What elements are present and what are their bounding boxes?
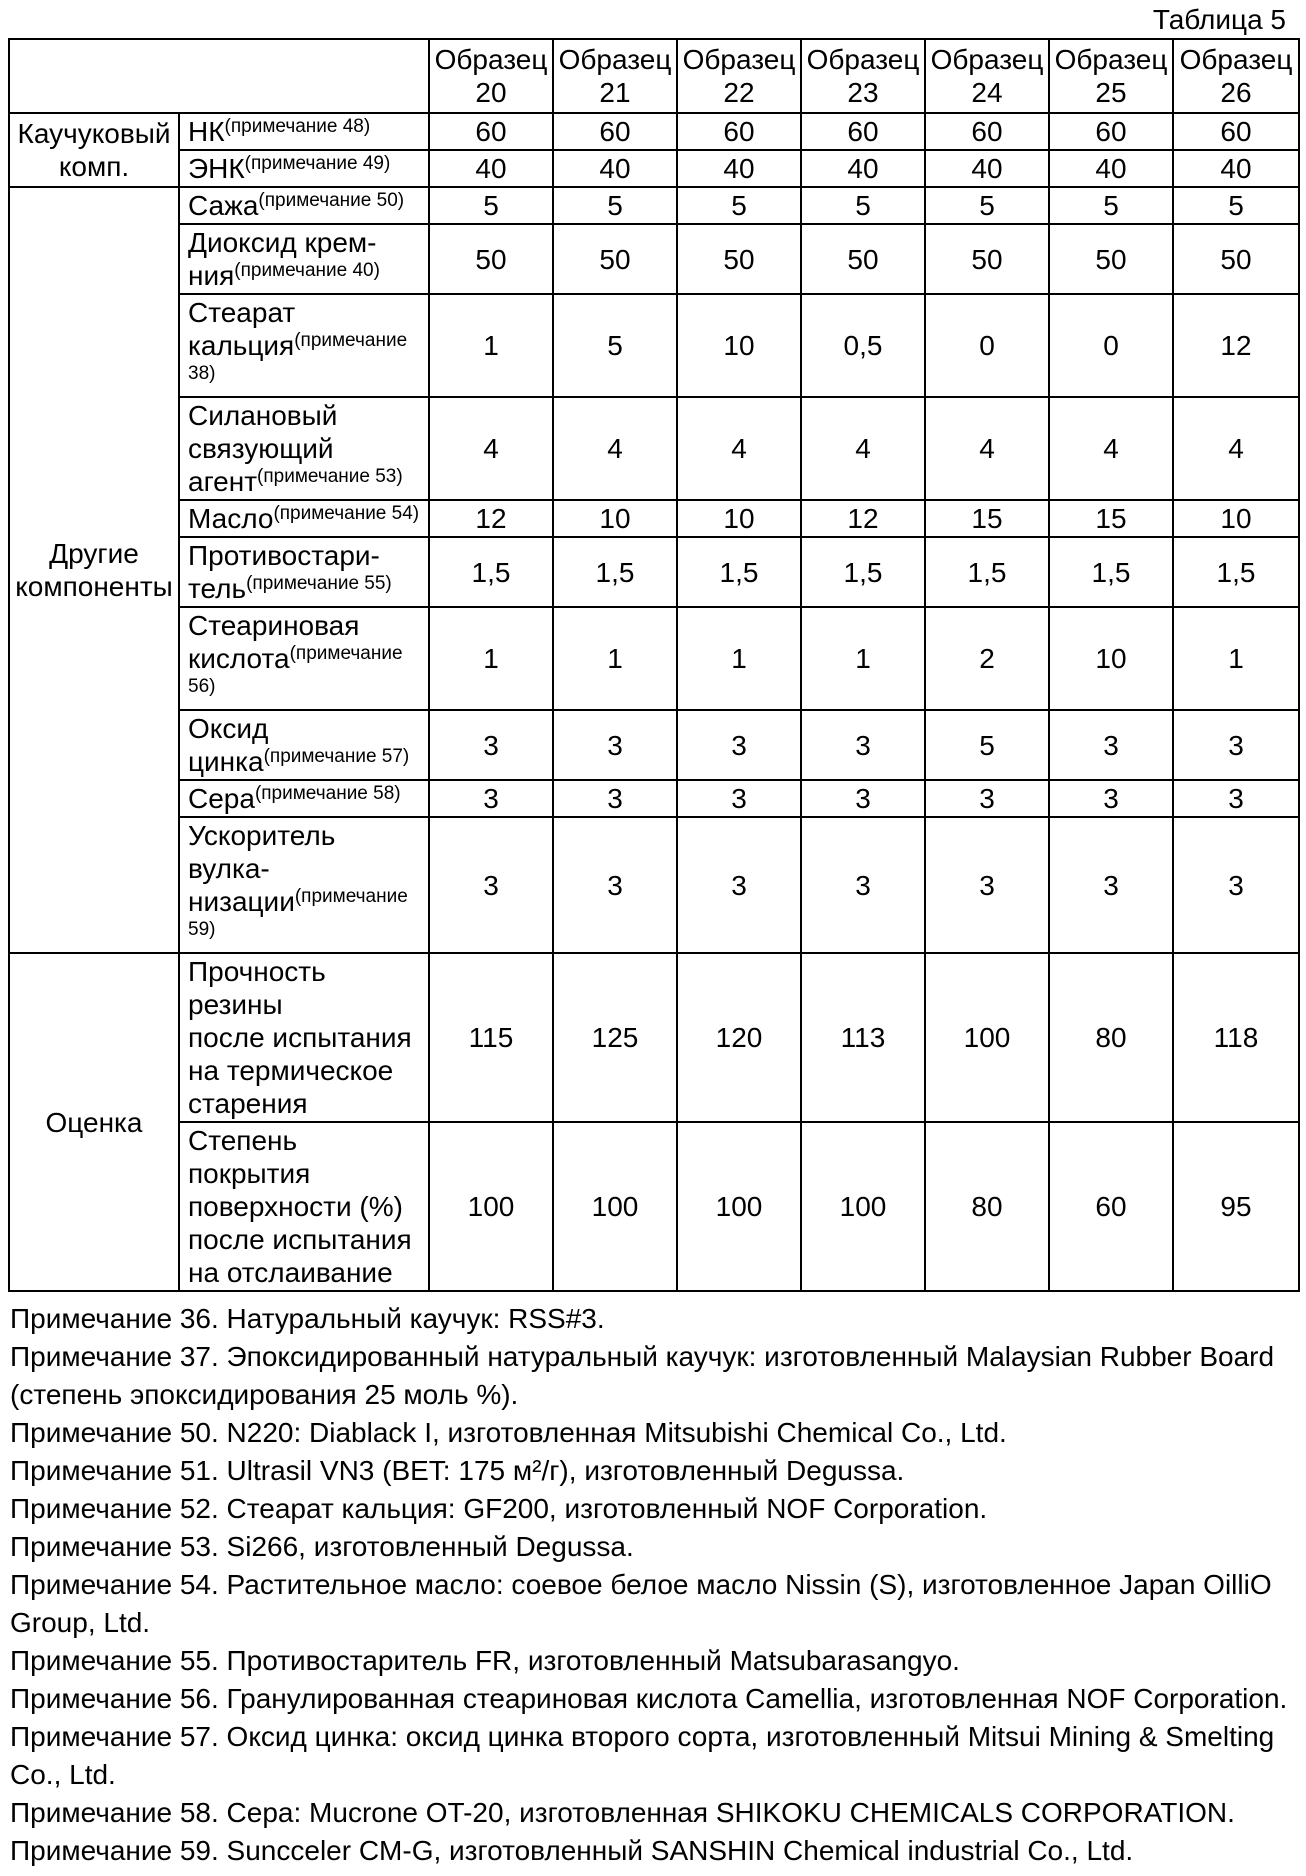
value-cell: 50 bbox=[429, 224, 553, 294]
sample-number: 23 bbox=[847, 77, 879, 108]
value-cell: 100 bbox=[925, 953, 1049, 1122]
value-cell: 40 bbox=[1173, 150, 1299, 187]
value-cell: 80 bbox=[1049, 953, 1173, 1122]
value-cell: 50 bbox=[553, 224, 677, 294]
note-line: Примечание 59. Suncceler CM-G, изготовленный SANSHIN Chemical industrial Co., Ltd. bbox=[10, 1835, 1134, 1866]
note-reference: (примечание 48) bbox=[224, 116, 371, 137]
sample-column-header bbox=[1173, 39, 1299, 113]
value-cell: 4 bbox=[677, 397, 801, 500]
sample-column-header bbox=[925, 39, 1049, 113]
value-cell: 5 bbox=[553, 187, 677, 224]
value-cell: 3 bbox=[1173, 817, 1299, 953]
value-cell: 1,5 bbox=[677, 537, 801, 607]
note-line: Примечание 57. Оксид цинка: оксид цинка второго сорта, изготовленный Mitsui Mining & Smelting Co., Ltd. bbox=[10, 1721, 1275, 1790]
parameter-cell bbox=[179, 710, 429, 780]
value-cell: 3 bbox=[429, 710, 553, 780]
value-cell: 60 bbox=[677, 113, 801, 150]
value-cell: 3 bbox=[801, 817, 925, 953]
value-cell: 3 bbox=[553, 780, 677, 817]
value-cell: 5 bbox=[925, 710, 1049, 780]
value-cell: 1,5 bbox=[1049, 537, 1173, 607]
table-row bbox=[9, 607, 1299, 710]
sample-word: Образец bbox=[806, 44, 920, 75]
parameter-cell bbox=[179, 397, 429, 500]
value-cell: 10 bbox=[677, 294, 801, 397]
table-row bbox=[9, 113, 1299, 150]
value-cell: 3 bbox=[677, 780, 801, 817]
note-line: Примечание 50. N220: Diablack I, изготовленная Mitsubishi Chemical Co., Ltd. bbox=[10, 1417, 1007, 1448]
parameter-label: Сажа bbox=[188, 190, 259, 221]
value-cell: 100 bbox=[553, 1122, 677, 1291]
table-row bbox=[9, 294, 1299, 397]
value-cell: 3 bbox=[553, 710, 677, 780]
value-cell: 1,5 bbox=[429, 537, 553, 607]
parameter-label: Степень покрытия поверхности (%) после испытания на отслаивание bbox=[188, 1125, 412, 1288]
note-line: Примечание 55. Противостаритель FR, изготовленный Matsubarasangyo. bbox=[10, 1645, 960, 1676]
value-cell: 1 bbox=[429, 294, 553, 397]
value-cell: 3 bbox=[1049, 780, 1173, 817]
value-cell: 125 bbox=[553, 953, 677, 1122]
value-cell: 60 bbox=[801, 113, 925, 150]
table-row bbox=[9, 150, 1299, 187]
table-row bbox=[9, 537, 1299, 607]
note-line: Примечание 53. Si266, изготовленный Degussa. bbox=[10, 1531, 634, 1562]
value-cell: 4 bbox=[1173, 397, 1299, 500]
table-row bbox=[9, 780, 1299, 817]
note-reference: (примечание 58) bbox=[254, 783, 401, 804]
value-cell: 1 bbox=[677, 607, 801, 710]
value-cell: 40 bbox=[1049, 150, 1173, 187]
value-cell: 100 bbox=[801, 1122, 925, 1291]
value-cell: 50 bbox=[1049, 224, 1173, 294]
value-cell: 60 bbox=[1049, 113, 1173, 150]
table-row bbox=[9, 187, 1299, 224]
note-reference: (примечание 49) bbox=[244, 153, 391, 174]
parameter-label: Силановый связующий агент bbox=[188, 400, 338, 497]
value-cell: 3 bbox=[925, 780, 1049, 817]
value-cell: 10 bbox=[1173, 500, 1299, 537]
value-cell: 50 bbox=[801, 224, 925, 294]
value-cell: 3 bbox=[429, 817, 553, 953]
value-cell: 5 bbox=[1173, 187, 1299, 224]
sample-word: Образец bbox=[1054, 44, 1168, 75]
value-cell: 40 bbox=[801, 150, 925, 187]
value-cell: 4 bbox=[1049, 397, 1173, 500]
sample-column-header bbox=[1049, 39, 1173, 113]
value-cell: 3 bbox=[429, 780, 553, 817]
corner-cell bbox=[9, 39, 429, 113]
value-cell: 3 bbox=[1049, 710, 1173, 780]
value-cell: 5 bbox=[925, 187, 1049, 224]
value-cell: 15 bbox=[1049, 500, 1173, 537]
parameter-cell bbox=[179, 953, 429, 1122]
parameter-cell bbox=[179, 607, 429, 710]
parameter-cell bbox=[179, 537, 429, 607]
sample-number: 21 bbox=[599, 77, 631, 108]
parameter-cell bbox=[179, 113, 429, 150]
sample-word: Образец bbox=[434, 44, 548, 75]
notes bbox=[8, 1292, 1298, 1870]
group-label: Другие компоненты bbox=[9, 187, 179, 953]
parameter-label: Стеариновая кислота bbox=[188, 610, 360, 674]
parameter-cell bbox=[179, 817, 429, 953]
value-cell: 3 bbox=[801, 710, 925, 780]
note-reference: (примечание 54) bbox=[273, 503, 420, 524]
value-cell: 1,5 bbox=[1173, 537, 1299, 607]
note-reference: (примечание 56) bbox=[188, 643, 403, 697]
value-cell: 60 bbox=[429, 113, 553, 150]
sample-number: 25 bbox=[1095, 77, 1127, 108]
parameter-label: Оксид цинка bbox=[188, 713, 269, 777]
value-cell: 1,5 bbox=[801, 537, 925, 607]
sample-number: 24 bbox=[971, 77, 1003, 108]
note-reference: (примечание 53) bbox=[257, 466, 403, 487]
table-title: Таблица 5 bbox=[1152, 4, 1286, 35]
parameter-cell bbox=[179, 150, 429, 187]
value-cell: 12 bbox=[801, 500, 925, 537]
value-cell: 60 bbox=[1173, 113, 1299, 150]
value-cell: 1 bbox=[801, 607, 925, 710]
sample-column-header bbox=[553, 39, 677, 113]
parameter-label: ЭНК bbox=[188, 153, 245, 184]
value-cell: 1 bbox=[1173, 607, 1299, 710]
parameter-cell bbox=[179, 294, 429, 397]
value-cell: 60 bbox=[1049, 1122, 1173, 1291]
value-cell: 5 bbox=[801, 187, 925, 224]
parameter-label: Сера bbox=[188, 783, 255, 814]
sample-column-header bbox=[801, 39, 925, 113]
parameter-label: Противостари- тель bbox=[188, 540, 380, 604]
table-body bbox=[9, 113, 1299, 1291]
value-cell: 1 bbox=[553, 607, 677, 710]
note-line: Примечание 36. Натуральный каучук: RSS#3. bbox=[10, 1303, 605, 1334]
value-cell: 15 bbox=[925, 500, 1049, 537]
parameter-label: Масло bbox=[188, 503, 274, 534]
parameter-cell bbox=[179, 780, 429, 817]
table-row bbox=[9, 224, 1299, 294]
parameter-cell bbox=[179, 1122, 429, 1291]
value-cell: 80 bbox=[925, 1122, 1049, 1291]
value-cell: 4 bbox=[925, 397, 1049, 500]
value-cell: 10 bbox=[677, 500, 801, 537]
value-cell: 115 bbox=[429, 953, 553, 1122]
value-cell: 5 bbox=[553, 294, 677, 397]
table-row bbox=[9, 397, 1299, 500]
parameter-label: Стеарат кальция bbox=[188, 297, 296, 361]
value-cell: 5 bbox=[429, 187, 553, 224]
value-cell: 4 bbox=[553, 397, 677, 500]
group-label: Оценка bbox=[9, 953, 179, 1291]
value-cell: 120 bbox=[677, 953, 801, 1122]
note-line: Примечание 52. Стеарат кальция: GF200, изготовленный NOF Corporation. bbox=[10, 1493, 988, 1524]
note-reference: (примечание 57) bbox=[263, 746, 410, 767]
value-cell: 50 bbox=[925, 224, 1049, 294]
note-line: Примечание 54. Растительное масло: соевое белое масло Nissin (S), изготовленное Japan OilliO Group, Ltd. bbox=[10, 1569, 1272, 1638]
group-label: Каучуковый комп. bbox=[9, 113, 179, 187]
value-cell: 1 bbox=[429, 607, 553, 710]
parameter-label: НК bbox=[188, 116, 225, 147]
note-reference: (примечание 55) bbox=[246, 573, 392, 594]
note-line: Примечание 56. Гранулированная стеариновая кислота Camellia, изготовленная NOF Corporation. bbox=[10, 1683, 1288, 1714]
note-reference: (примечание 59) bbox=[188, 886, 408, 940]
table-row bbox=[9, 500, 1299, 537]
value-cell: 60 bbox=[553, 113, 677, 150]
value-cell: 40 bbox=[677, 150, 801, 187]
note-reference: (примечание 40) bbox=[234, 260, 380, 281]
sample-word: Образец bbox=[558, 44, 672, 75]
note-line: Примечание 37. Эпоксидированный натуральный каучук: изготовленный Malaysian Rubber Board (степень эпоксидирования 25 моль %). bbox=[10, 1341, 1275, 1410]
value-cell: 3 bbox=[925, 817, 1049, 953]
sample-word: Образец bbox=[682, 44, 796, 75]
value-cell: 95 bbox=[1173, 1122, 1299, 1291]
value-cell: 3 bbox=[1173, 780, 1299, 817]
value-cell: 3 bbox=[1049, 817, 1173, 953]
parameter-label: Ускоритель вулка- низации bbox=[188, 820, 336, 917]
parameter-cell bbox=[179, 187, 429, 224]
table-row bbox=[9, 953, 1299, 1122]
value-cell: 10 bbox=[553, 500, 677, 537]
note-line: Примечание 58. Сера: Mucrone OT-20, изготовленная SHIKOKU CHEMICALS CORPORATION. bbox=[10, 1797, 1235, 1828]
value-cell: 40 bbox=[925, 150, 1049, 187]
sample-number: 20 bbox=[475, 77, 507, 108]
table-row bbox=[9, 710, 1299, 780]
value-cell: 4 bbox=[429, 397, 553, 500]
note-reference: (примечание 50) bbox=[258, 190, 405, 211]
composition-table bbox=[8, 38, 1300, 1292]
parameter-cell bbox=[179, 500, 429, 537]
value-cell: 100 bbox=[429, 1122, 553, 1291]
value-cell: 100 bbox=[677, 1122, 801, 1291]
value-cell: 3 bbox=[553, 817, 677, 953]
parameter-label: Прочность резины после испытания на термическое старения bbox=[188, 956, 412, 1119]
sample-column-header bbox=[429, 39, 553, 113]
value-cell: 0 bbox=[925, 294, 1049, 397]
header-row bbox=[9, 39, 1299, 113]
value-cell: 60 bbox=[925, 113, 1049, 150]
parameter-label: Диоксид крем- ния bbox=[188, 227, 377, 291]
value-cell: 3 bbox=[801, 780, 925, 817]
value-cell: 40 bbox=[553, 150, 677, 187]
value-cell: 3 bbox=[1173, 710, 1299, 780]
value-cell: 40 bbox=[429, 150, 553, 187]
value-cell: 50 bbox=[1173, 224, 1299, 294]
value-cell: 0 bbox=[1049, 294, 1173, 397]
value-cell: 118 bbox=[1173, 953, 1299, 1122]
value-cell: 12 bbox=[429, 500, 553, 537]
value-cell: 3 bbox=[677, 817, 801, 953]
sample-word: Образец bbox=[1179, 44, 1293, 75]
note-reference: (примечание 38) bbox=[188, 330, 408, 384]
table-row bbox=[9, 817, 1299, 953]
value-cell: 2 bbox=[925, 607, 1049, 710]
value-cell: 0,5 bbox=[801, 294, 925, 397]
parameter-cell bbox=[179, 224, 429, 294]
value-cell: 4 bbox=[801, 397, 925, 500]
sample-word: Образец bbox=[930, 44, 1044, 75]
sample-column-header bbox=[677, 39, 801, 113]
value-cell: 3 bbox=[677, 710, 801, 780]
value-cell: 10 bbox=[1049, 607, 1173, 710]
sample-number: 26 bbox=[1220, 77, 1252, 108]
sample-number: 22 bbox=[723, 77, 755, 108]
value-cell: 5 bbox=[677, 187, 801, 224]
value-cell: 1,5 bbox=[925, 537, 1049, 607]
note-line: Примечание 51. Ultrasil VN3 (BET: 175 м²/г), изготовленный Degussa. bbox=[10, 1455, 905, 1486]
value-cell: 12 bbox=[1173, 294, 1299, 397]
value-cell: 50 bbox=[677, 224, 801, 294]
table-row bbox=[9, 1122, 1299, 1291]
value-cell: 1,5 bbox=[553, 537, 677, 607]
value-cell: 5 bbox=[1049, 187, 1173, 224]
value-cell: 113 bbox=[801, 953, 925, 1122]
